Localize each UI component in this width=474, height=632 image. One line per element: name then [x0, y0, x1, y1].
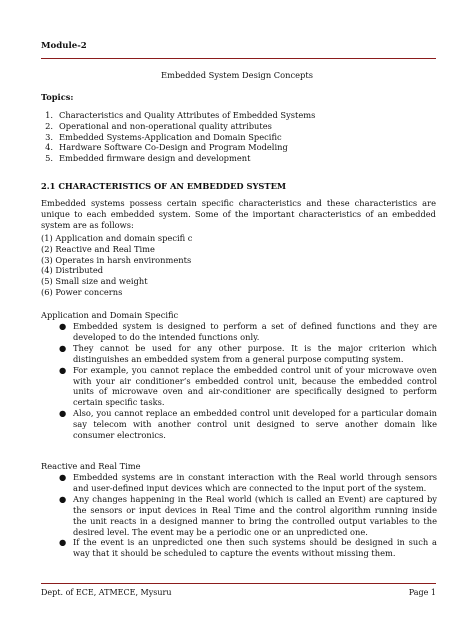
reactive-heading: Reactive and Real Time	[41, 461, 141, 471]
app-domain-bullets	[59, 321, 437, 441]
list-item: 3. Embedded Systems-Application and Domain Specific	[45, 131, 282, 142]
topics-list	[36, 110, 315, 164]
footer-rule	[41, 583, 436, 584]
app-domain-heading: Application and Domain Specific	[41, 310, 179, 320]
bullet-icon: ●	[59, 342, 67, 353]
reactive-bullets	[59, 472, 437, 559]
list-item: ● Any changes happening in the Real world (which is called an Event) are captured by the sensors or input devices in Real Time and the control algorithm running inside the unit reacts in a designed manner to bring the controlled output variables to the desired level. The event may be a periodic one or an unpredicted one.	[59, 493, 437, 537]
page-title: Embedded System Design Concepts	[161, 70, 313, 80]
bullet-icon: ●	[59, 364, 67, 375]
list-item: 5. Embedded firmware design and development	[45, 153, 251, 164]
list-item: ● They cannot be used for any other purpose. It is the major criterion which distinguishes an embedded system from a general purpose computing system.	[59, 342, 437, 364]
list-item: (4) Distributed	[41, 265, 104, 276]
list-item: 2. Operational and non-operational quality attributes	[45, 120, 272, 131]
section-intro: Embedded systems possess certain specific characteristics and these characteristics are unique to each embedded system. Some of the important characteristics of an embedded system are as follows:	[41, 198, 436, 230]
list-item: ● Embedded system is designed to perform a set of defined functions and they are developed to do the intended functions only.	[59, 321, 437, 342]
bullet-icon: ●	[59, 493, 67, 504]
bullet-icon: ●	[59, 408, 67, 419]
characteristics-list	[41, 233, 192, 298]
page-number: Page 1	[408, 588, 436, 597]
list-item: (1) Application and domain specifi c	[41, 233, 193, 243]
list-item: ● If the event is an unpredicted one then such systems should be designed in such a way that it should be scheduled to capture the events without missing them.	[59, 537, 437, 559]
list-item: ● Also, you cannot replace an embedded control unit developed for a particular domain say telecom with another control unit designed to serve another domain like consumer electronics.	[59, 408, 437, 441]
bullet-icon: ●	[59, 321, 67, 331]
header-rule	[41, 58, 436, 59]
list-item: (6) Power concerns	[41, 286, 123, 297]
bullet-icon: ●	[59, 472, 67, 482]
footer-dept: Dept. of ECE, ATMECE, Mysuru	[41, 588, 172, 597]
module-label: Module-2	[41, 41, 87, 51]
list-item: ● For example, you cannot replace the embedded control unit of your microwave oven with your air conditioner’s embedded control unit, because the embedded control units of microwave oven and air-conditioner are specifically designed to perform certain specific tasks.	[59, 364, 437, 408]
section-heading: 2.1 CHARACTERISTICS OF AN EMBEDDED SYSTEM	[41, 181, 287, 191]
list-item: (3) Operates in harsh environments	[41, 254, 192, 265]
bullet-icon: ●	[59, 537, 67, 548]
list-item: (5) Small size and weight	[41, 276, 148, 287]
list-item: 1. Characteristics and Quality Attributes of Embedded Systems	[45, 110, 316, 120]
list-item: (2) Reactive and Real Time	[41, 243, 155, 254]
topics-heading: Topics:	[41, 92, 74, 102]
list-item: 4. Hardware Software Co-Design and Program Modeling	[45, 142, 288, 153]
list-item: ● Embedded systems are in constant interaction with the Real world through sensors and user-defined input devices which are connected to the input port of the system.	[59, 472, 437, 493]
